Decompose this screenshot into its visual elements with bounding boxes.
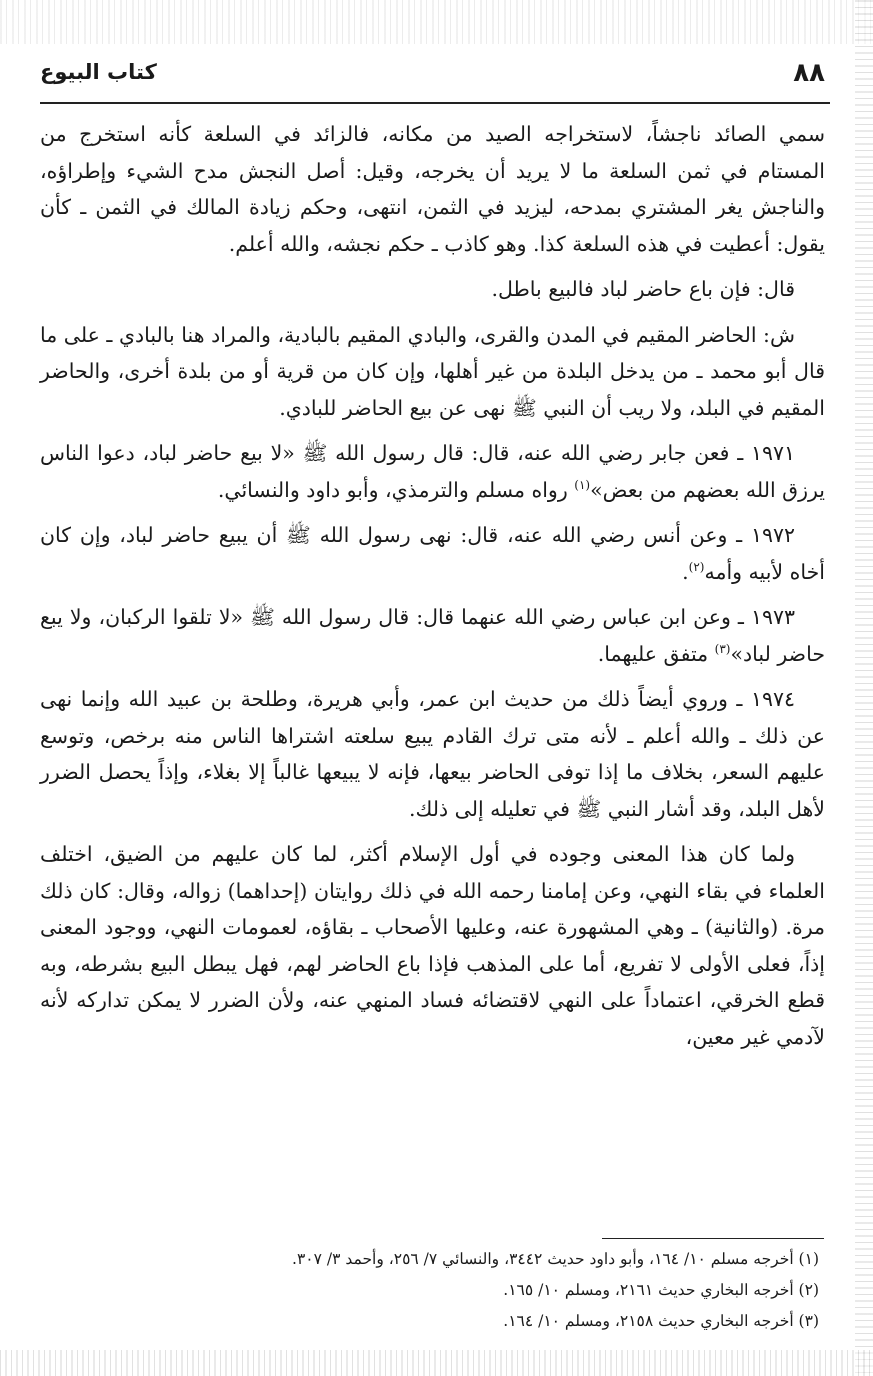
footnote-1: (١) أخرجه مسلم ١٠/ ١٦٤، وأبو داود حديث ٣٤٤٢، والنسائي ٧/ ٢٥٦، وأحمد ٣/ ٣٠٧.: [292, 1250, 819, 1268]
page-number: ٨٨: [793, 58, 825, 88]
footnotes: [40, 1244, 825, 1337]
page-body: [40, 116, 825, 1064]
paragraph-2: قال: فإن باع حاضر لباد فالبيع باطل.: [491, 277, 795, 301]
hadith-1971-text: ١٩٧١ ـ فعن جابر رضي الله عنه، قال: قال رسول الله ﷺ «لا بيع حاضر لباد، دعوا الناس يرزق الله بعضهم من بعض»: [40, 441, 825, 502]
paragraph-3: ش: الحاضر المقيم في المدن والقرى، والبادي المقيم بالبادية، والمراد هنا بالبادي ـ على ما قال أبو محمد ـ من يدخل البلدة من غير أهلها، وإن كان من قرية أو من بلدة أخرى، والحاضر المقيم في البلد، ولا ريب أن النبي ﷺ نهى عن بيع الحاضر للبادي.: [40, 322, 825, 420]
paragraph-8: ولما كان هذا المعنى وجوده في أول الإسلام أكثر، لما كان عليهم من الضيق، اختلف العلماء في بقاء النهي، وعن إمامنا رحمه الله في ذلك روايتان (إحداهما) زواله، وقال: كان ذلك مرة. (والثانية) ـ وهي المشهورة عنه، وعليها الأصحاب ـ بقاؤه، لعمومات النهي، ووجود المعنى إذاً، فعلى الأولى لا تفريع، أما على المذهب فإذا باع الحاضر لهم، فهل يبطل البيع بشرطه، وبه قطع الخرقي، اعتماداً على النهي لاقتضائه فساد المنهي عنه، ولأن الضرر لا يمكن تداركه لأنه لآدمي غير معين،: [40, 842, 825, 1049]
decorative-right-border: [855, 0, 873, 1376]
hadith-1971: [40, 435, 825, 508]
page-header: [40, 58, 825, 98]
hadith-1973-text: ١٩٧٣ ـ وعن ابن عباس رضي الله عنهما قال: قال رسول الله ﷺ «لا تلقوا الركبان، ولا يبع حاضر لباد»: [40, 605, 825, 666]
hadith-1972: [40, 517, 825, 590]
footnote-ref-1: (١): [574, 477, 591, 492]
book-title: كتاب البيوع: [40, 60, 157, 84]
footnote-3: (٣) أخرجه البخاري حديث ٢١٥٨، ومسلم ١٠/ ١٦٤.: [503, 1312, 819, 1330]
footnote-ref-2: (٢): [688, 559, 705, 574]
footnote-ref-3: (٣): [714, 641, 731, 656]
hadith-1973: [40, 599, 825, 672]
hadith-1971-tail: رواه مسلم والترمذي، وأبو داود والنسائي.: [217, 477, 575, 502]
hadith-1973-tail: متفق عليهما.: [597, 641, 715, 666]
decorative-top-border: [0, 0, 873, 44]
footnote-divider: [602, 1238, 824, 1239]
hadith-1972-text: ١٩٧٢ ـ وعن أنس رضي الله عنه، قال: نهى رسول الله ﷺ أن يبيع حاضر لباد، وإن كان أخاه لأبيه وأمه: [40, 523, 825, 584]
paragraph-1: سمي الصائد ناجشاً، لاستخراجه الصيد من مكانه، فالزائد في السلعة كأنه استخرج من المستام في ثمن السلعة ما لا يريد أن يخرجه، وقيل: أصل النجش مدح الشيء وإطراؤه، والناجش يغر المشتري بمدحه، ليزيد في الثمن، انتهى، وحكم زيادة المالك في الثمن ـ كأن يقول: أعطيت في هذه السلعة كذا. وهو كاذب ـ حكم نجشه، والله أعلم.: [40, 122, 825, 256]
header-divider: [40, 102, 830, 104]
hadith-1972-tail: .: [682, 559, 689, 584]
decorative-bottom-border: [0, 1350, 873, 1376]
hadith-1974: ١٩٧٤ ـ وروي أيضاً ذلك من حديث ابن عمر، وأبي هريرة، وطلحة بن عبيد الله وإنما نهى عن ذلك ـ والله أعلم ـ لأنه متى ترك القادم يبيع سلعته اشتراها الناس منه برخص، وتوسع عليهم السعر، بخلاف ما إذا توفى الحاضر بيعها، فإنه لا يبيعها غالباً إلا بغلاء، وإذاً يحصل الضرر لأهل البلد، وقد أشار النبي ﷺ في تعليله إلى ذلك.: [40, 687, 825, 821]
footnote-2: (٢) أخرجه البخاري حديث ٢١٦١، ومسلم ١٠/ ١٦٥.: [503, 1281, 819, 1299]
